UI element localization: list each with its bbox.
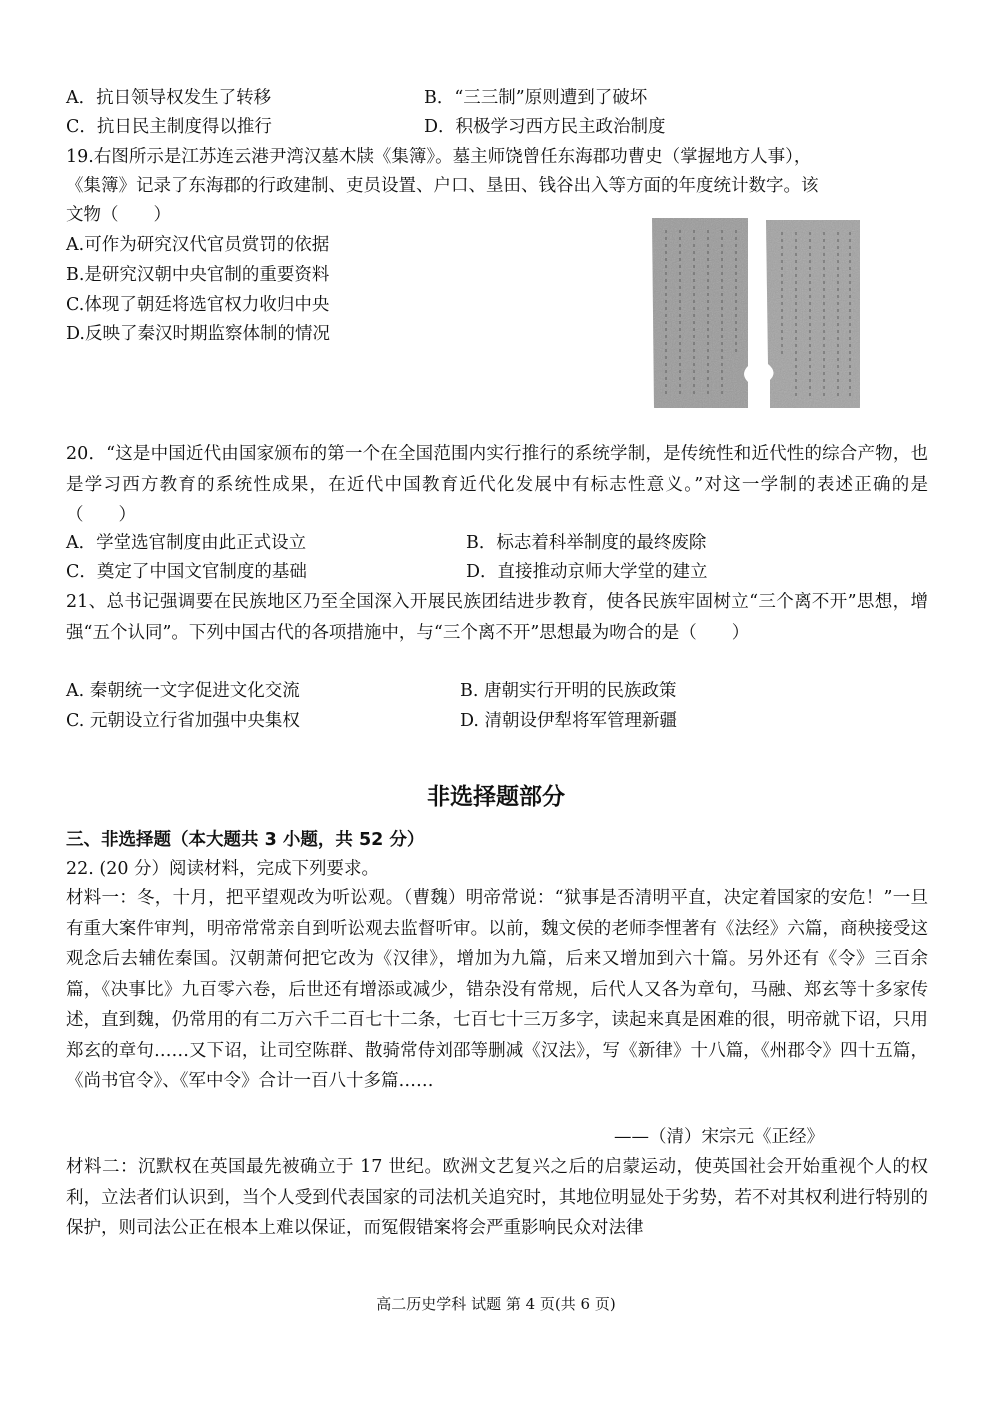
q18-option-c: C．抗日民主制度得以推行 [66,117,272,137]
wooden-slips-photo [648,216,864,410]
page-footer: 高二历史学科 试题 第 4 页(共 6 页) [376,1295,616,1313]
q18-option-b: B．“三三制”原则遭到了破坏 [424,88,648,108]
q22-material-1: 材料一：冬，十月，把平望观改为听讼观。（曹魏）明帝常说：“狱事是否清明平直，决定着国家的安危！”一旦有重大案件审判，明帝常常亲自到听讼观去监督听审。以前，魏文侯的老师李悝著有《法经》六篇，商秧接受这观念后去辅佐秦国。汉朝萧何把它改为《汉律》，增加为九篇，后来又增加到六十篇。另外还有《令》三百余篇，《决事比》九百零六卷，后世还有增添或减少，错杂没有常规，后代人又各为章句，马融、郑玄等十多家传述，直到魏，仍常用的有二万六千二百七十二条，七百七十三万多字，读起来真是困难的很，明帝就下诏，只用郑玄的章句……又下诏，让司空陈群、散骑常侍刘邵等删减《汉法》，写《新律》十八篇，《州郡令》四十五篇，《尚书官令》、《军中令》合计一百八十多篇…… [66,888,928,1091]
section-title: 非选择题部分 [427,784,565,810]
q22-material-1-source: ——（清）宋宗元《正经》 [614,1127,824,1147]
q21-option-a: A. 秦朝统一文字促进文化交流 [66,681,300,701]
q21-option-b: B. 唐朝实行开明的民族政策 [460,681,677,701]
q19-option-c: C.体现了朝廷将选官权力收归中央 [66,295,330,315]
q19-stem-line-2: 《集簿》记录了东海郡的行政建制、吏员设置、户口、垦田、钱谷出入等方面的年度统计数字。该 [66,176,819,196]
q22-material-2: 材料二：沉默权在英国最先被确立于 17 世纪。欧洲文艺复兴之后的启蒙运动，使英国社会开始重视个人的权利，立法者们认识到，当个人受到代表国家的司法机关追究时，其地位明显处于劣势，若不对其权利进行特别的保护，则司法公正在根本上难以保证，而冤假错案将会严重影响民众对法律 [66,1157,928,1238]
q19-option-b: B.是研究汉朝中央官制的重要资料 [66,265,330,285]
q19-option-a: A.可作为研究汉代官员赏罚的依据 [66,235,330,255]
q21-stem: 21、总书记强调要在民族地区乃至全国深入开展民族团结进步教育，使各民族牢固树立“三个离不开”思想，增强“五个认同”。下列中国古代的各项措施中，与“三个离不开”思想最为吻合的是（ ） [66,592,928,643]
q20-option-a: A．学堂选官制度由此正式设立 [66,533,307,553]
q19-stem-line-1: 19.右图所示是江苏连云港尹湾汉墓木牍《集簿》。墓主师饶曾任东海郡功曹史（掌握地方人事）， [66,147,812,167]
q20-stem: 20．“这是中国近代由国家颁布的第一个在全国范围内实行推行的系统学制，是传统性和近代性的综合产物，也是学习西方教育的系统性成果，在近代中国教育近代化发展中有标志性意义。”对这一学制的表述正确的是（ ） [66,444,928,525]
q18-option-a: A．抗日领导权发生了转移 [66,88,272,108]
q19-option-d: D.反映了秦汉时期监察体制的情况 [66,324,330,344]
section-heading: 三、非选择题（本大题共 3 小题，共 52 分） [66,830,425,850]
q20-option-d: D．直接推动京师大学堂的建立 [466,562,708,582]
q20-option-b: B．标志着科举制度的最终废除 [466,533,707,553]
q21-option-c: C. 元朝设立行省加强中央集权 [66,711,300,731]
q22-intro: 22. (20 分）阅读材料，完成下列要求。 [66,859,380,879]
q21-option-d: D. 清朝设伊犁将军管理新疆 [460,711,678,731]
q19-stem-line-3: 文物（ ） [66,205,171,225]
q18-option-d: D．积极学习西方民主政治制度 [424,117,666,137]
q20-option-c: C．奠定了中国文官制度的基础 [66,562,307,582]
